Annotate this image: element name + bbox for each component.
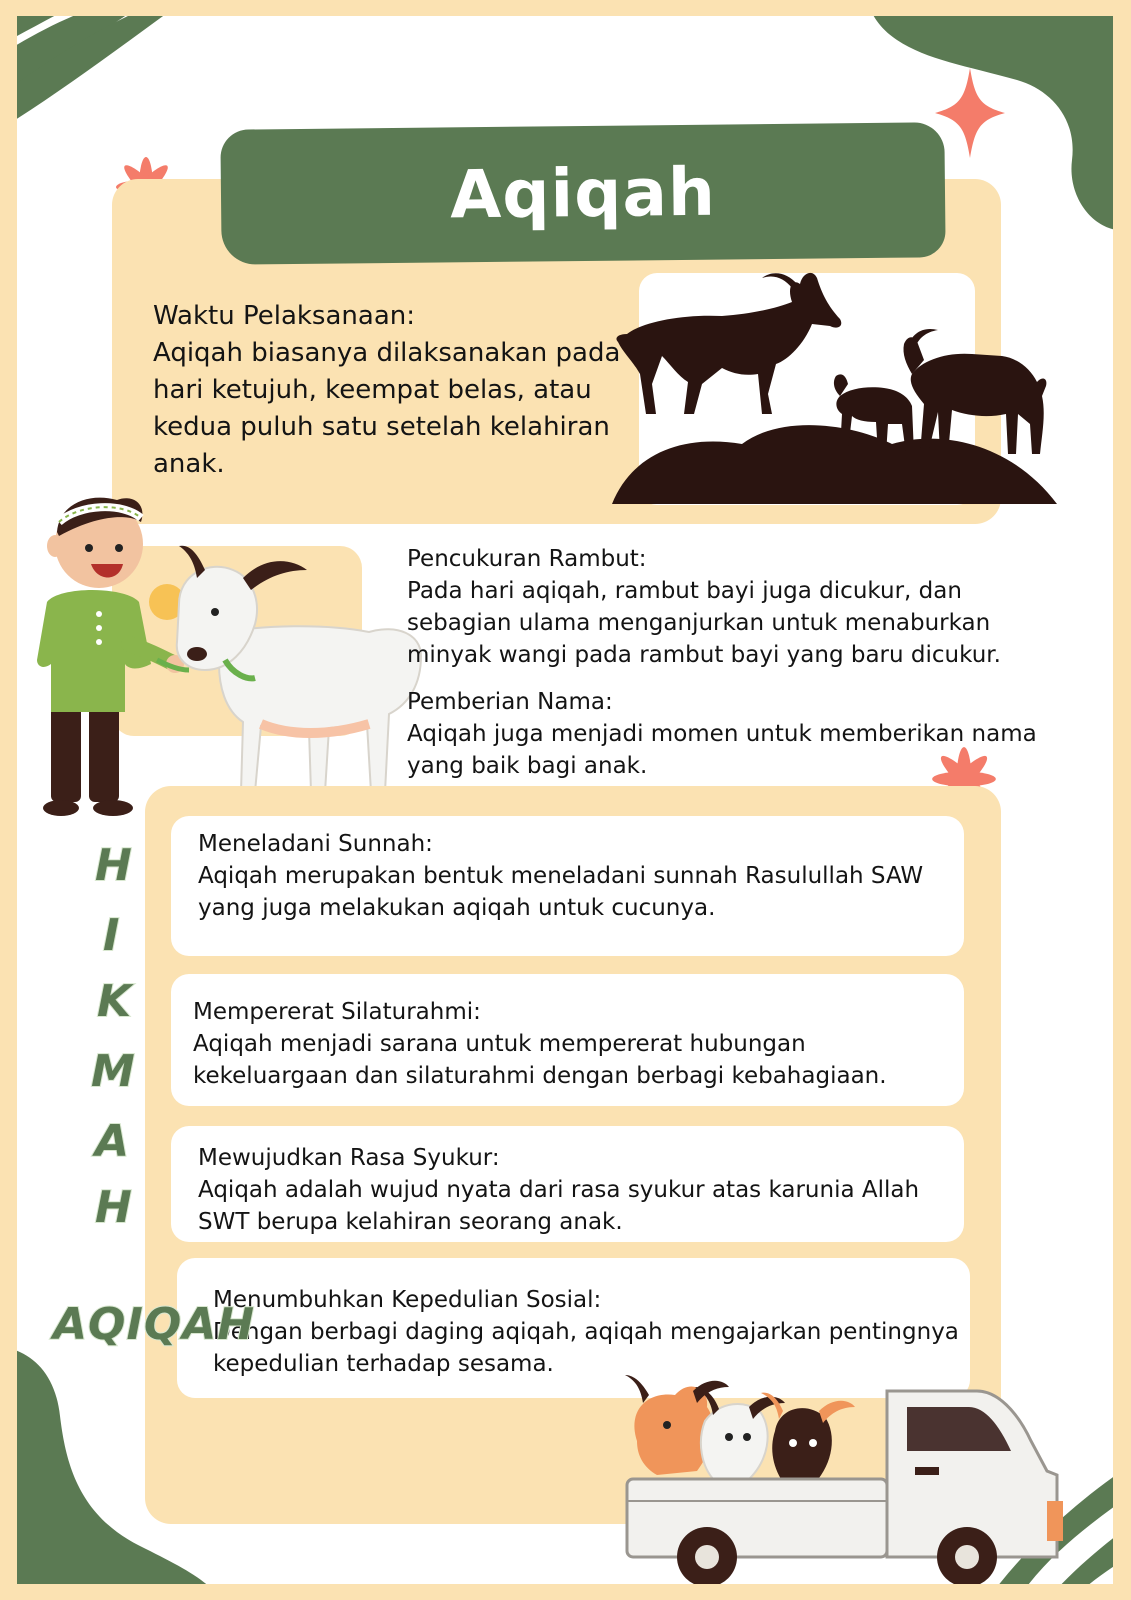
hikmah-word: AQIQAH bbox=[53, 1299, 256, 1350]
section-nama-heading: Pemberian Nama: bbox=[407, 689, 613, 715]
intro-text bbox=[153, 298, 623, 483]
title-banner bbox=[220, 122, 945, 265]
hikmah-letter-i: I bbox=[103, 910, 120, 961]
sparkle-top-right-icon bbox=[935, 68, 1005, 158]
hikmah-item-2 bbox=[193, 996, 963, 1092]
section-rambut-body: Pada hari aqiqah, rambut bayi juga dicukur, dan sebagian ulama menganjurkan untuk menaburkan minyak wangi pada rambut bayi yang baru dicukur. bbox=[407, 578, 1001, 668]
hikmah-letter-m: M bbox=[91, 1046, 135, 1097]
hikmah-item-4-heading: Menumbuhkan Kepedulian Sosial: bbox=[213, 1287, 602, 1313]
hikmah-item-3 bbox=[198, 1142, 938, 1238]
hikmah-item-3-heading: Mewujudkan Rasa Syukur: bbox=[198, 1145, 500, 1171]
hikmah-item-4-body: Dengan berbagi daging aqiqah, aqiqah mengajarkan pentingnya kepedulian terhadap sesama. bbox=[213, 1319, 959, 1377]
hikmah-letter-h1: H bbox=[95, 840, 132, 891]
goat-silhouette-icon bbox=[612, 264, 1062, 509]
corner-brush-top-left-icon bbox=[17, 16, 190, 130]
section-rambut-heading: Pencukuran Rambut: bbox=[407, 546, 647, 572]
hikmah-item-3-body: Aqiqah adalah wujud nyata dari rasa syukur atas karunia Allah SWT berupa kelahiran seorang anak. bbox=[198, 1177, 920, 1235]
section-nama-body: Aqiqah juga menjadi momen untuk memberikan nama yang baik bagi anak. bbox=[407, 721, 1037, 779]
intro-body: Aqiqah biasanya dilaksanakan pada hari ketujuh, keempat belas, atau kedua puluh satu setelah kelahiran anak. bbox=[153, 338, 621, 479]
hikmah-letter-h2: H bbox=[95, 1182, 132, 1233]
hikmah-item-1 bbox=[198, 828, 958, 924]
section-nama bbox=[407, 686, 1047, 782]
hikmah-item-1-body: Aqiqah merupakan bentuk meneladani sunnah Rasulullah SAW yang juga melakukan aqiqah untuk cucunya. bbox=[198, 863, 924, 921]
hikmah-letter-a: A bbox=[95, 1116, 130, 1167]
boy-feeding-goat-illustration bbox=[29, 474, 429, 824]
hikmah-item-2-body: Aqiqah menjadi sarana untuk mempererat hubungan kekeluargaan dan silaturahmi dengan berbagi kebahagiaan. bbox=[193, 1031, 887, 1089]
section-rambut bbox=[407, 543, 1047, 671]
goat-truck-illustration bbox=[597, 1351, 1067, 1584]
page-title: Aqiqah bbox=[449, 153, 717, 234]
intro-heading: Waktu Pelaksanaan: bbox=[153, 301, 415, 331]
hikmah-item-2-heading: Mempererat Silaturahmi: bbox=[193, 999, 481, 1025]
hikmah-item-1-heading: Meneladani Sunnah: bbox=[198, 831, 433, 857]
hikmah-letter-k: K bbox=[97, 976, 132, 1027]
page bbox=[17, 16, 1113, 1584]
